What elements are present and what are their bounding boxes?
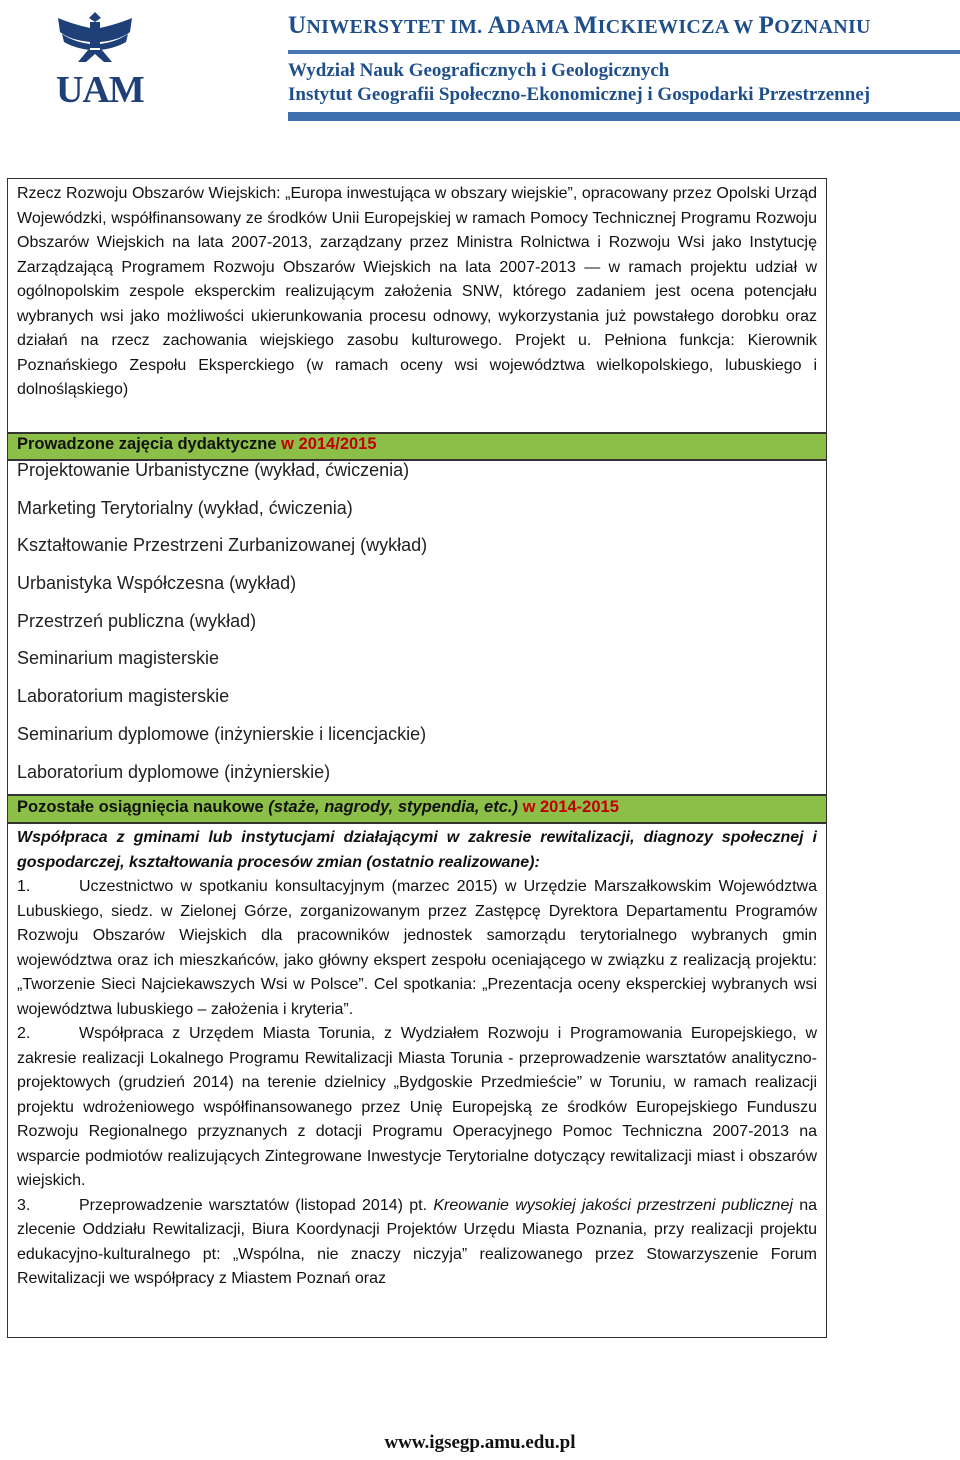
logo-wordmark: UAM: [56, 69, 144, 111]
header-bar: [288, 112, 960, 121]
header-divider: [288, 50, 960, 54]
achievements-body: [17, 826, 817, 1292]
achievements-lead: Współpraca z gminami lub instytucjami działającymi w zakresie rewitalizacji, diagnozy społecznej i gospodarczej, kształtowania procesów zmian (ostatnio realizowane):: [17, 829, 817, 871]
faculty-name: Wydział Nauk Geograficznych i Geologicznych: [288, 60, 670, 81]
list-item: Kształtowanie Przestrzeni Zurbanizowanej (wykład): [17, 535, 428, 556]
footer-url: www.igsegp.amu.edu.pl: [384, 1432, 576, 1453]
list-item: 2. Współpraca z Urzędem Miasta Torunia, z Wydziałem Rozwoju i Programowania Europejskiego, w zakresie realizacji Lokalnego Programu Rewitalizacji Miasta Torunia - przeprowadzenie warsztatów analityczno-projektowych (grudzień 2014) na terenie dzielnicy „Bydgoskie Przedmieście” w Toruniu, w ramach realizacji projektu wdrożeniowego współfinansowanego przez Unię Europejską ze środków Europejskiego Funduszu Rozwoju Regionalnego przyznanych z dotacji Programu Operacyjnego Pomoc Techniczna 2007-2013 na wsparcie podmiotów realizujących Zintegrowane Inwestycje Terytorialne dotyczący rewitalizacji miast i obszarów wiejskich.: [17, 1025, 817, 1189]
page-header: [0, 0, 960, 125]
list-item: Marketing Terytorialny (wykład, ćwiczenia): [17, 497, 353, 518]
list-item: Przestrzeń publiczna (wykład): [17, 610, 257, 631]
list-item: Seminarium dyplomowe (inżynierskie i licencjackie): [17, 723, 427, 744]
list-item: Urbanistyka Współczesna (wykład): [17, 573, 297, 594]
intro-paragraph: Rzecz Rozwoju Obszarów Wiejskich: „Europa inwestująca w obszary wiejskie”, opracowany przez Opolski Urząd Wojewódzki, współfinansowany ze środków Unii Europejskiej w ramach Pomocy Technicznej Programu Rozwoju Obszarów Wiejskich na lata 2007-2013, zarządzany przez Ministra Rolnictwa i Rozwoju Wsi jako Instytucję Zarządzającą Programem Rozwoju Obszarów Wiejskich na lata 2007-2013 — w ramach projektu udział w ogólnopolskim zespole eksperckim realizującym założenia SNW, którego zadaniem jest ocena potencjału wybranych wsi jako możliwości ukierunkowania procesu odnowy, wykorzystania już powstałego dorobku oraz działań na rzecz zachowania wiejskiego zasobu kulturowego. Projekt u. Pełniona funkcja: Kierownik Poznańskiego Zespołu Eksperckiego (w ramach oceny wsi województwa wielkopolskiego, lubuskiego i dolnośląskiego): [17, 185, 817, 398]
institute-name: Instytut Geografii Społeczno-Ekonomicznej i Gospodarki Przestrzennej: [288, 84, 871, 105]
list-item: Laboratorium magisterskie: [17, 686, 230, 707]
list-item: Laboratorium dyplomowe (inżynierskie): [17, 761, 331, 782]
course-list: [17, 458, 427, 797]
list-item: Projektowanie Urbanistyczne (wykład, ćwiczenia): [17, 460, 410, 480]
university-name: UNIWERSYTET IM. ADAMA MICKIEWICZA W POZNANIU: [288, 12, 871, 39]
list-item: 1. Uczestnictwo w spotkaniu konsultacyjnym (marzec 2015) w Urzędzie Marszałkowskim Województwa Lubuskiego, siedz. w Zielonej Górze, zorganizowanym przez Zastępcę Dyrektora Departamentu Programów Rozwoju Obszarów Wiejskich dla pracowników jednostek samorządu terytorialnego wybranych gmin województwa oraz ich mieszkańców, jako główny ekspert zespołu oceniającego w związku z realizacją projektu: „Tworzenie Sieci Najciekawszych Wsi w Polsce”. Cel spotkania: „Prezentacja oceny eksperckiej wybranych wsi województwa lubuskiego – założenia i kryteria”.: [17, 878, 817, 1018]
achievements-section-title: Pozostałe osiągnięcia naukowe (staże, nagrody, stypendia, etc.) w 2014-2015: [17, 798, 619, 816]
list-item: Seminarium magisterskie: [17, 648, 220, 669]
teaching-section-title: Prowadzone zajęcia dydaktyczne w 2014/2015: [17, 435, 377, 453]
list-item: 3. Przeprowadzenie warsztatów (listopad 2014) pt. Kreowanie wysokiej jakości przestrzeni publicznej na zlecenie Oddziału Rewitalizacji, Biura Koordynacji Projektów Urzędu Miasta Poznania, przy realizacji projektu edukacyjno-kulturalnego pt: „Wspólna, nie znaczy niczyja” realizowanego przez Stowarzyszenie Forum Rewitalizacji we współpracy z Miastem Poznań oraz: [17, 1196, 818, 1287]
